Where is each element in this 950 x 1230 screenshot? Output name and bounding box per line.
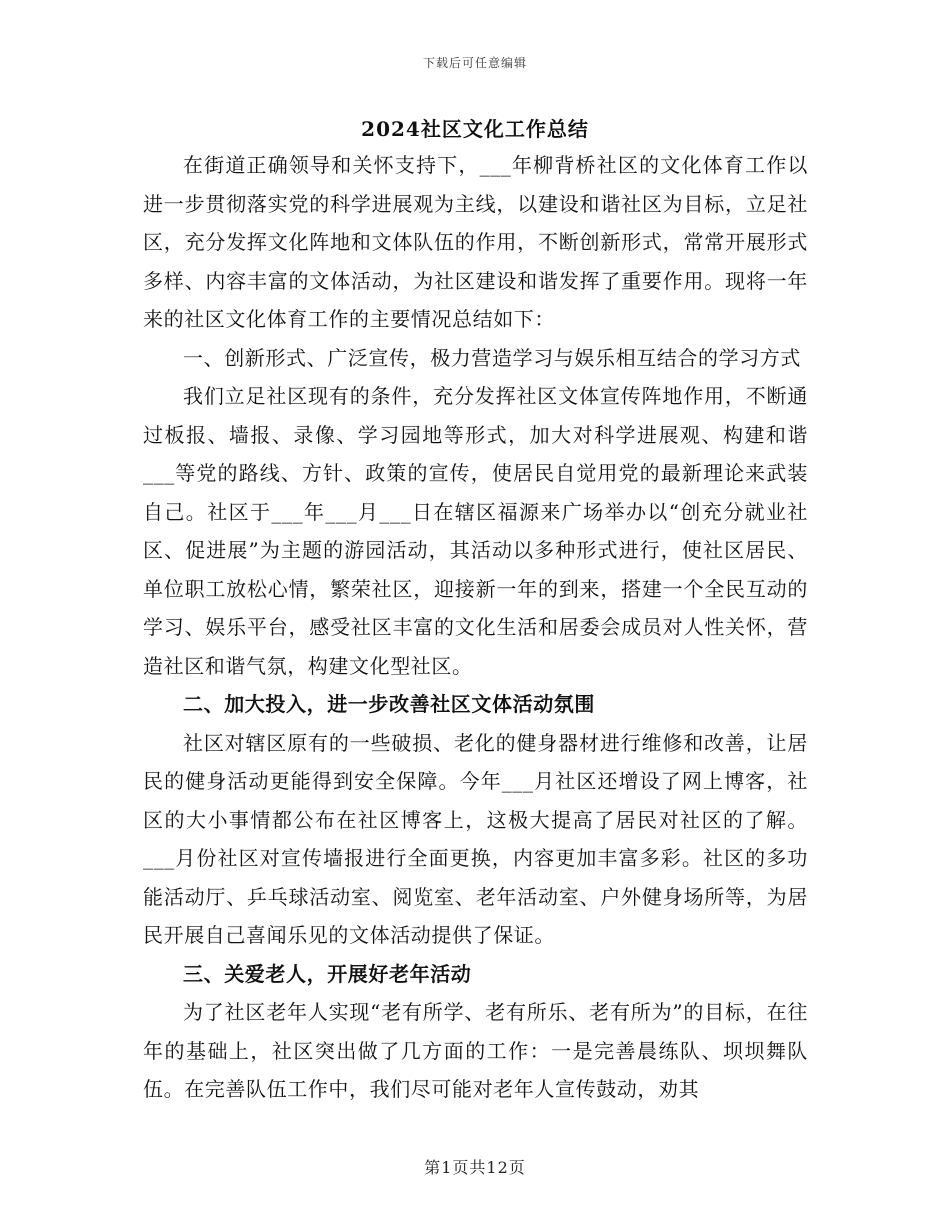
section-heading-2: 二、加大投入，进一步改善社区文体活动氛围 bbox=[183, 692, 595, 716]
section-1-paragraph: 我们立足社区现有的条件，充分发挥社区文体宣传阵地作用，不断通过板报、墙报、录像、学习园地等形式，加大对科学进展观、构建和谐___等党的路线、方针、政策的宣传，使居民自觉用党的最新理论来武装自己。社区于___年___月___日在辖区福源来广场举办以“创充分就业社区、促进展”为主题的游园活动，其活动以多种形式进行，使社区居民、单位职工放松心情，繁荣社区，迎接新一年的到来，搭建一个全民互动的学习、娱乐平台，感受社区丰富的文化生活和居委会成员对人性关怀，营造社区和谐气氛，构建文化型社区。 bbox=[143, 384, 808, 678]
section-3-paragraph: 为了社区老年人实现“老有所学、老有所乐、老有所为”的目标，在往年的基础上，社区突出做了几方面的工作：一是完善晨练队、坝坝舞队伍。在完善队伍工作中，我们尽可能对老年人宣传鼓动，劝其 bbox=[143, 1000, 808, 1101]
section-heading-1: 一、创新形式、广泛宣传，极力营造学习与娱乐相互结合的学习方式 bbox=[183, 345, 801, 370]
section-heading-3: 三、关爱老人，开展好老年活动 bbox=[183, 961, 472, 986]
section-2-paragraph: 社区对辖区原有的一些破损、老化的健身器材进行维修和改善，让居民的健身活动更能得到安全保障。今年___月社区还增设了网上博客，社区的大小事情都公布在社区博客上，这极大提高了居民对社区的了解。___月份社区对宣传墙报进行全面更换，内容更加丰富多彩。社区的多功能活动厅、乒乓球活动室、阅览室、老年活动室、户外健身场所等，为居民开展自己喜闻乐见的文体活动提供了保证。 bbox=[143, 730, 808, 947]
document-title: 2024社区文化工作总结 bbox=[361, 117, 589, 141]
page-header-note: 下载后可任意编辑 bbox=[422, 56, 527, 70]
document-body bbox=[143, 146, 808, 1109]
page-number: 第1页共12页 bbox=[424, 1158, 526, 1177]
intro-paragraph: 在街道正确领导和关怀支持下，___年柳背桥社区的文化体育工作以进一步贯彻落实党的科学进展观为主线，以建设和谐社区为目标，立足社区，充分发挥文化阵地和文体队伍的作用，不断创新形式，常常开展形式多样、内容丰富的文体活动，为社区建设和谐发挥了重要作用。现将一年来的社区文化体育工作的主要情况总结如下： bbox=[143, 153, 808, 331]
